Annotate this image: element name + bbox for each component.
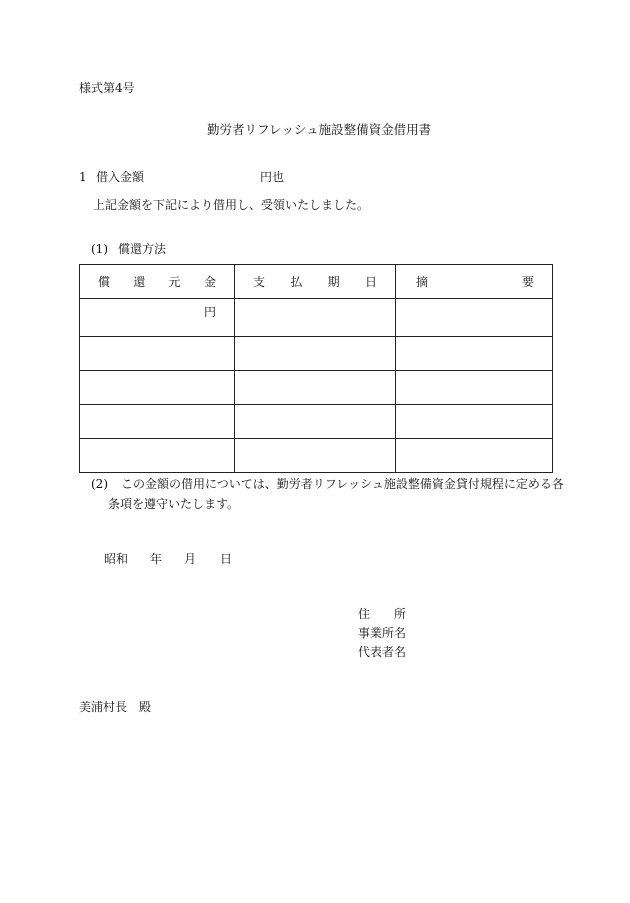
payment-date-cell[interactable] bbox=[235, 439, 396, 473]
representative-label: 代表者名 bbox=[358, 645, 407, 659]
table-row bbox=[80, 405, 553, 439]
payment-date-cell[interactable] bbox=[235, 337, 396, 371]
table-header-row bbox=[80, 265, 553, 299]
loan-amount-suffix: 円也 bbox=[260, 170, 285, 184]
header-remarks: 摘 要 bbox=[396, 265, 553, 299]
date-month: 月 bbox=[184, 552, 197, 566]
repayment-heading-number: (1) bbox=[91, 242, 108, 256]
yen-unit: 円 bbox=[203, 305, 216, 319]
header-payment-date: 支 払 期 日 bbox=[235, 265, 396, 299]
header-principal: 償 還 元 金 bbox=[80, 265, 235, 299]
table-row bbox=[80, 337, 553, 371]
loan-amount-number: 1 bbox=[79, 170, 87, 184]
compliance-number: (2) bbox=[91, 477, 108, 491]
remarks-cell[interactable] bbox=[396, 299, 553, 337]
addressee: 美浦村長 殿 bbox=[79, 700, 152, 714]
table-row bbox=[80, 299, 553, 337]
remarks-cell[interactable] bbox=[396, 405, 553, 439]
table-row bbox=[80, 439, 553, 473]
principal-cell[interactable] bbox=[80, 371, 235, 405]
remarks-cell[interactable] bbox=[396, 337, 553, 371]
compliance-line-2: 条項を遵守いたします。 bbox=[108, 497, 240, 511]
office-name-label: 事業所名 bbox=[358, 626, 407, 640]
repayment-heading: 償還方法 bbox=[118, 242, 167, 256]
compliance-line-1: この金額の借用については、勤労者リフレッシュ施設整備資金貸付規程に定める各 bbox=[121, 477, 564, 491]
date-day: 日 bbox=[220, 552, 233, 566]
remarks-cell[interactable] bbox=[396, 439, 553, 473]
date-era: 昭和 bbox=[104, 552, 129, 566]
table-row bbox=[80, 371, 553, 405]
repayment-table bbox=[79, 264, 553, 473]
receipt-statement: 上記金額を下記により借用し、受領いたしました。 bbox=[93, 198, 370, 212]
form-number: 様式第4号 bbox=[79, 81, 135, 95]
remarks-cell[interactable] bbox=[396, 371, 553, 405]
document-title: 勤労者リフレッシュ施設整備資金借用書 bbox=[207, 122, 432, 137]
payment-date-cell[interactable] bbox=[235, 299, 396, 337]
loan-amount-label: 借入金額 bbox=[96, 170, 145, 184]
address-label-b: 所 bbox=[394, 607, 407, 621]
payment-date-cell[interactable] bbox=[235, 371, 396, 405]
principal-cell[interactable] bbox=[80, 439, 235, 473]
principal-cell[interactable] bbox=[80, 337, 235, 371]
principal-cell[interactable] bbox=[80, 299, 235, 337]
payment-date-cell[interactable] bbox=[235, 405, 396, 439]
address-label-a: 住 bbox=[358, 607, 371, 621]
date-year: 年 bbox=[150, 552, 163, 566]
principal-cell[interactable] bbox=[80, 405, 235, 439]
